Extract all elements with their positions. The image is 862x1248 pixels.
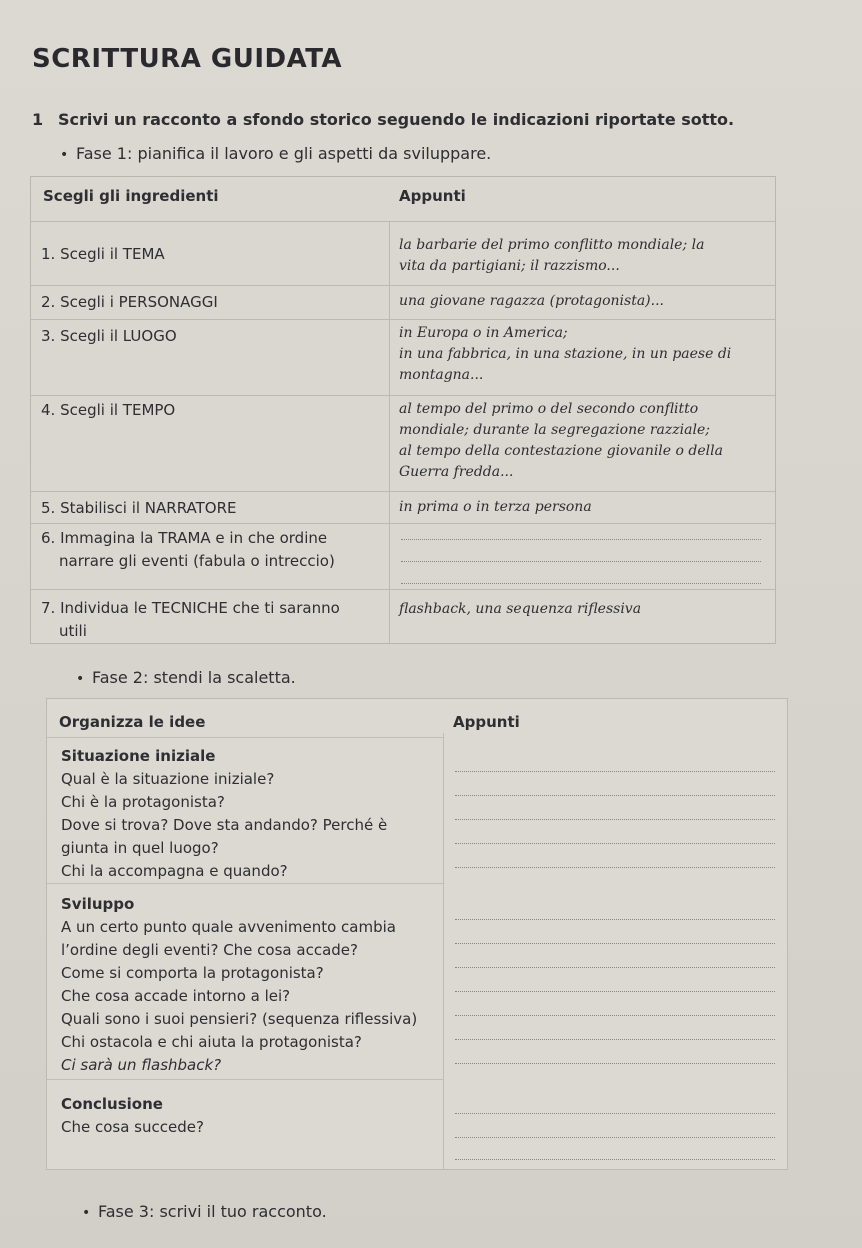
row-divider	[31, 285, 775, 286]
table-row-label: 4. Scegli il TEMPO	[41, 401, 176, 419]
phase-1-text: Fase 1: pianifica il lavoro e gli aspetti da sviluppare.	[76, 144, 492, 163]
writing-line	[455, 991, 775, 992]
table-row-note: flashback, una sequenza riflessiva	[399, 601, 642, 617]
writing-line	[455, 1137, 775, 1138]
ingredients-header: Scegli gli ingredienti	[43, 187, 219, 205]
section-divider	[47, 1079, 443, 1080]
table-row-note: al tempo del primo o del secondo conflitto mondiale; durante la segregazione razziale; al tempo della contestazione giovanile o della Guerra fredda...	[399, 401, 723, 480]
writing-line	[455, 867, 775, 868]
table-row-label: 2. Scegli i PERSONAGGI	[41, 293, 218, 311]
organize-header: Organizza le idee	[59, 713, 206, 731]
table-row-label: 6. Immagina la TRAMA e in che ordine narrare gli eventi (fabula o intreccio)	[41, 529, 335, 570]
writing-line	[455, 1159, 775, 1160]
writing-line	[455, 1015, 775, 1016]
section-conclusion: Conclusione Che cosa succede?	[61, 1095, 204, 1136]
table-row-note: una giovane ragazza (protagonista)...	[399, 293, 664, 309]
writing-line	[455, 1063, 775, 1064]
row-divider	[31, 319, 775, 320]
writing-line	[401, 539, 761, 540]
exercise-number: 1	[32, 110, 44, 129]
table-row-label: 7. Individua le TECNICHE che ti saranno utili	[41, 599, 340, 640]
writing-line	[455, 967, 775, 968]
notes-header: Appunti	[453, 713, 520, 731]
table-row-note: in prima o in terza persona	[399, 499, 592, 515]
writing-line	[455, 943, 775, 944]
bullet-icon: •	[76, 671, 85, 687]
writing-line	[401, 583, 761, 584]
writing-line	[455, 795, 775, 796]
phase-3-text: Fase 3: scrivi il tuo racconto.	[98, 1202, 327, 1221]
outline-table	[46, 698, 788, 1170]
table-row-note: la barbarie del primo conflitto mondiale; la vita da partigiani; il razzismo...	[399, 237, 705, 274]
column-divider	[443, 733, 444, 1169]
exercise-instruction	[32, 110, 734, 129]
row-divider	[31, 395, 775, 396]
page-title: SCRITTURA GUIDATA	[32, 44, 343, 74]
table-row-label: 1. Scegli il TEMA	[41, 245, 165, 263]
writing-line	[455, 843, 775, 844]
phase-2-instruction	[76, 668, 296, 687]
section-development: Sviluppo A un certo punto quale avvenimento cambia l’ordine degli eventi? Che cosa accade? Come si comporta la protagonista? Che cosa accade intorno a lei? Quali sono i suoi pensieri? (sequenza riflessiva) Chi ostacola e chi aiuta la protagonista? Ci sarà un flashback?	[61, 895, 418, 1074]
writing-line	[455, 1113, 775, 1114]
bullet-icon: •	[60, 147, 69, 163]
row-divider	[31, 221, 775, 222]
writing-line	[455, 1039, 775, 1040]
row-divider	[31, 523, 775, 524]
phase-2-text: Fase 2: stendi la scaletta.	[92, 668, 296, 687]
bullet-icon: •	[82, 1205, 91, 1221]
section-divider	[47, 883, 443, 884]
row-divider	[31, 589, 775, 590]
exercise-text: Scrivi un racconto a sfondo storico seguendo le indicazioni riportate sotto.	[58, 110, 735, 129]
table-row-label: 5. Stabilisci il NARRATORE	[41, 499, 237, 517]
writing-line	[455, 819, 775, 820]
row-divider	[31, 491, 775, 492]
writing-line	[401, 561, 761, 562]
table-row-label: 3. Scegli il LUOGO	[41, 327, 177, 345]
phase-3-instruction	[82, 1202, 327, 1221]
notes-header: Appunti	[399, 187, 466, 205]
ingredients-table	[30, 176, 776, 644]
table-row-note: in Europa o in America; in una fabbrica, in una stazione, in un paese di montagna...	[399, 325, 732, 383]
writing-line	[455, 771, 775, 772]
section-initial-situation: Situazione iniziale Qual è la situazione iniziale? Chi è la protagonista? Dove si trova? Dove sta andando? Perché è giunta in quel luogo? Chi la accompagna e quando?	[61, 747, 388, 880]
section-divider	[47, 737, 443, 738]
writing-line	[455, 919, 775, 920]
phase-1-instruction	[60, 144, 491, 163]
